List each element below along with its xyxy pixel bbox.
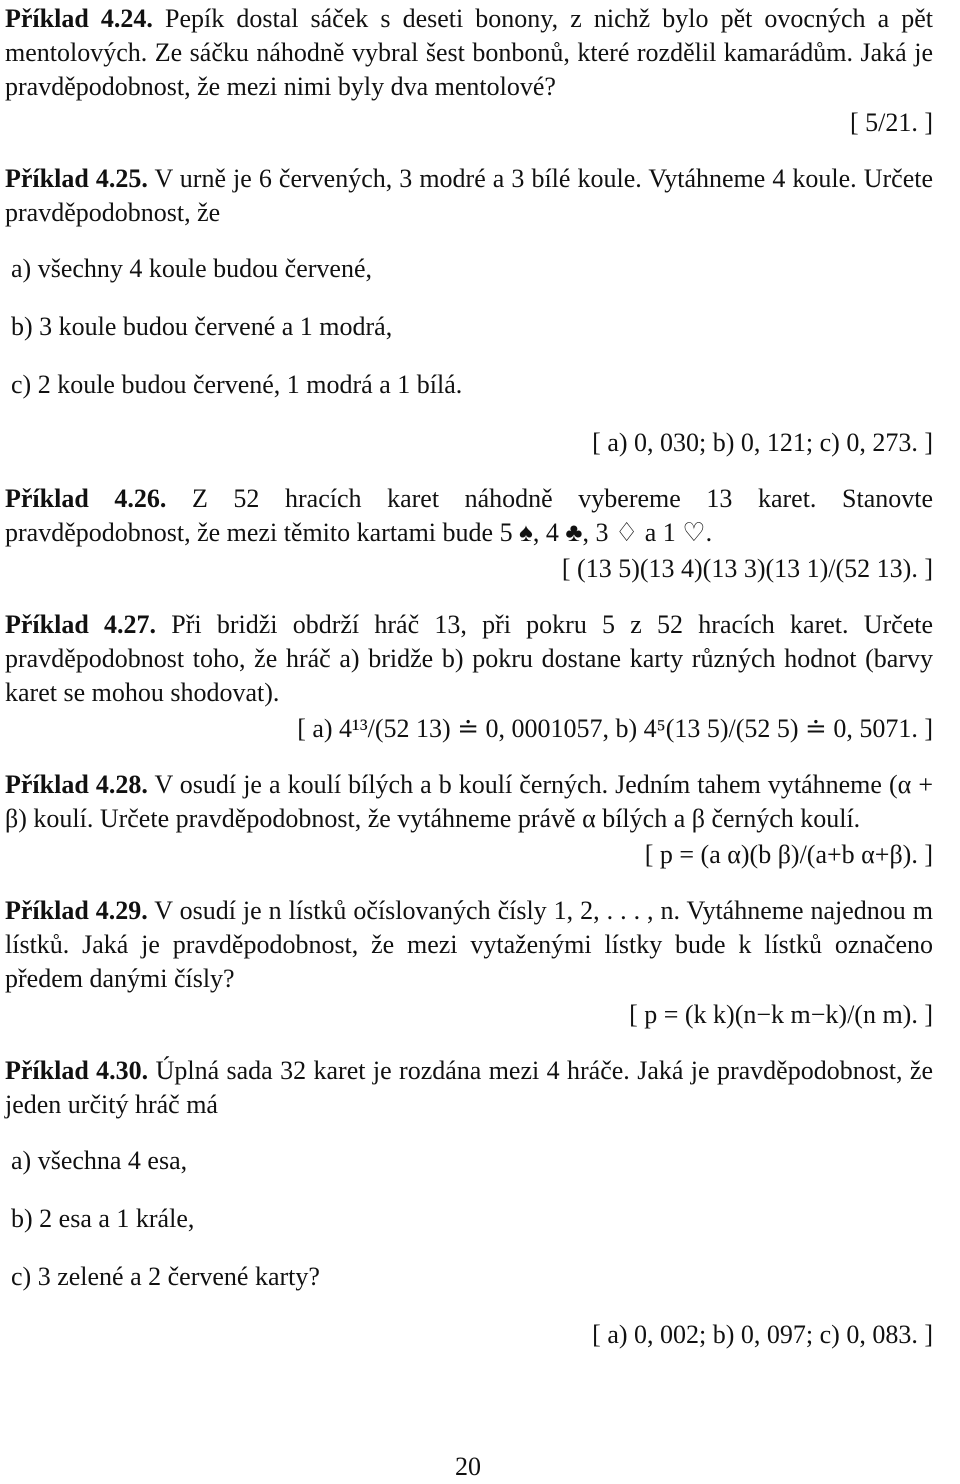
problem-title: Příklad 4.24. xyxy=(5,4,153,33)
problem-answer: [ a) 4¹³/(52 13) ≐ 0, 0001057, b) 4⁵(13 5)/(52 5) ≐ 0, 5071. ] xyxy=(297,714,933,743)
problem-answer: [ a) 0, 002; b) 0, 097; c) 0, 083. ] xyxy=(592,1320,933,1349)
problem-4-25 xyxy=(5,162,933,460)
problem-text xyxy=(5,482,933,550)
problem-text xyxy=(5,608,933,710)
list-item: b) 2 esa a 1 krále, xyxy=(11,1204,195,1233)
problem-body: Při bridži obdrží hráč 13, při pokru 5 z 52 hracích karet. Určete pravděpodobnost toho, že hráč a) bridže b) pokru dostane karty různých hodnot (barvy karet se mohou shodovat). xyxy=(5,610,933,707)
list-item: c) 2 koule budou červené, 1 modrá a 1 bílá. xyxy=(11,370,463,399)
problem-answer: [ a) 0, 030; b) 0, 121; c) 0, 273. ] xyxy=(592,428,933,457)
problem-answer: [ p = (a α)(b β)/(a+b α+β). ] xyxy=(644,840,933,869)
list-item: b) 3 koule budou červené a 1 modrá, xyxy=(11,312,393,341)
problem-4-26 xyxy=(5,482,933,586)
problem-answer: [ p = (k k)(n−k m−k)/(n m). ] xyxy=(629,1000,933,1029)
problem-text xyxy=(5,768,933,836)
problem-text xyxy=(5,894,933,996)
problem-body: V osudí je a koulí bílých a b koulí černých. Jedním tahem vytáhneme (α + β) koulí. Určete pravděpodobnost, že vytáhneme právě α bílých a β černých koulí. xyxy=(5,770,933,833)
problem-4-24 xyxy=(5,2,933,140)
problem-title: Příklad 4.29. xyxy=(5,896,148,925)
problem-4-30 xyxy=(5,1054,933,1352)
page-content xyxy=(5,2,933,1374)
list-item: a) všechny 4 koule budou červené, xyxy=(11,254,372,283)
problem-text xyxy=(5,2,933,104)
problem-title: Příklad 4.30. xyxy=(5,1056,149,1085)
item-list xyxy=(5,252,933,402)
problem-text xyxy=(5,1054,933,1122)
page-number: 20 xyxy=(455,1452,481,1481)
problem-4-27 xyxy=(5,608,933,746)
problem-title: Příklad 4.25. xyxy=(5,164,148,193)
list-item: c) 3 zelené a 2 červené karty? xyxy=(11,1262,320,1291)
problem-text xyxy=(5,162,933,230)
problem-4-28 xyxy=(5,768,933,872)
problem-body: Z 52 hracích karet náhodně vybereme 13 karet. Stanovte pravděpodobnost, že mezi těmito kartami bude 5 ♠, 4 ♣, 3 ♢ a 1 ♡. xyxy=(5,484,933,547)
problem-answer: [ (13 5)(13 4)(13 3)(13 1)/(52 13). ] xyxy=(561,554,933,583)
problem-body: Úplná sada 32 karet je rozdána mezi 4 hráče. Jaká je pravděpodobnost, že jeden určitý hráč má xyxy=(5,1056,934,1119)
problem-body: V osudí je n lístků očíslovaných čísly 1, 2, . . . , n. Vytáhneme najednou m lístků. Jaká je pravděpodobnost, že mezi vytaženými lístky bude k lístků označeno předem danými čísly? xyxy=(5,896,934,993)
problem-4-29 xyxy=(5,894,933,1032)
item-list xyxy=(5,1144,933,1294)
problem-answer: [ 5/21. ] xyxy=(849,108,933,137)
problem-title: Příklad 4.26. xyxy=(5,484,167,513)
problem-title: Příklad 4.28. xyxy=(5,770,148,799)
problem-body: Pepík dostal sáček s deseti bonony, z nichž bylo pět ovocných a pět mentolových. Ze sáčku náhodně vybral šest bonbonů, které rozdělil kamarádům. Jaká je pravděpodobnost, že mezi nimi byly dva mentolové? xyxy=(5,4,934,101)
problem-title: Příklad 4.27. xyxy=(5,610,157,639)
problem-body: V urně je 6 červených, 3 modré a 3 bílé koule. Vytáhneme 4 koule. Určete pravděpodobnost, že xyxy=(5,164,933,227)
list-item: a) všechna 4 esa, xyxy=(11,1146,188,1175)
